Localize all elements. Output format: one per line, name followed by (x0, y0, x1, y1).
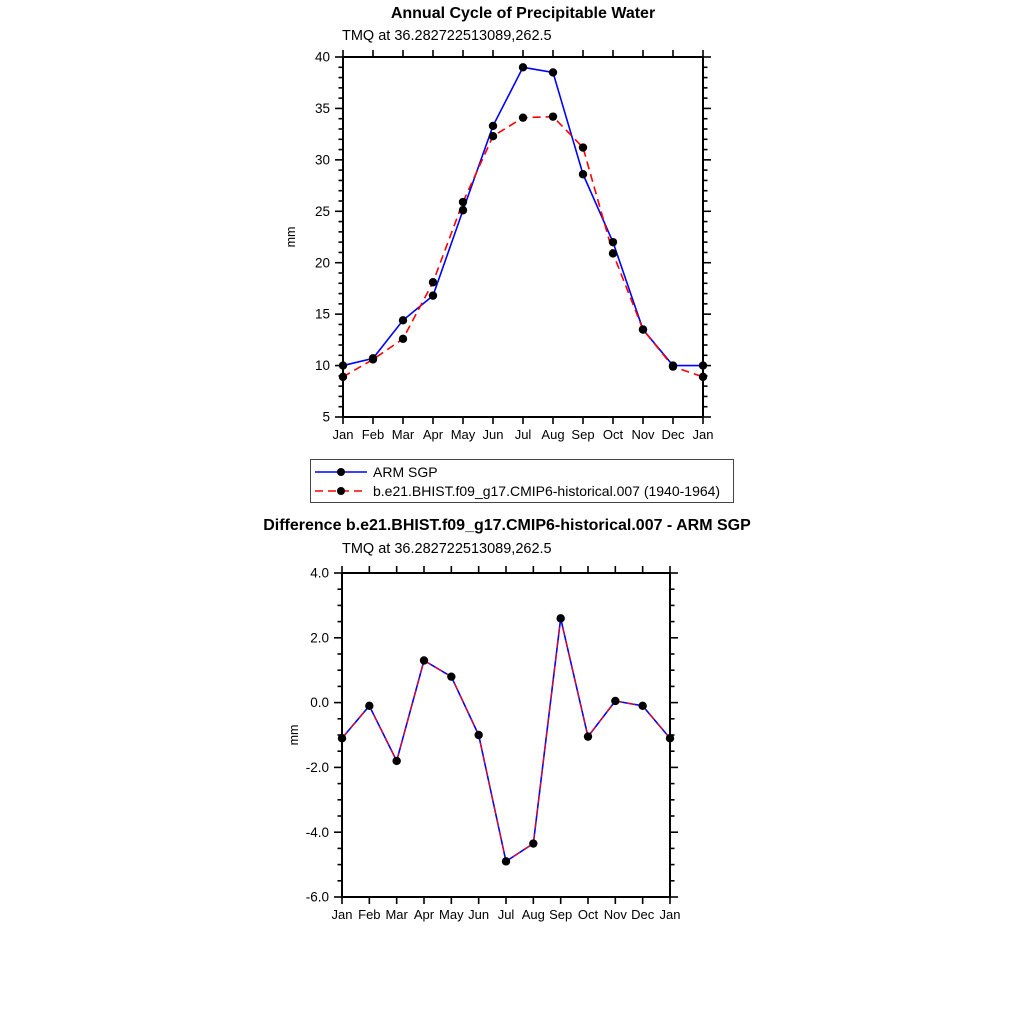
series-line (343, 117, 703, 377)
y-tick-label: -4.0 (305, 824, 329, 840)
data-point-marker (556, 614, 564, 622)
y-tick-label: 2.0 (310, 630, 329, 646)
chart2-group (306, 566, 681, 922)
data-point-marker (339, 373, 347, 381)
y-tick-label: 0.0 (310, 695, 329, 711)
data-point-marker (392, 757, 400, 765)
data-point-marker (459, 206, 467, 214)
red-dashed-line-marker-icon (314, 485, 370, 497)
data-point-marker (669, 362, 677, 370)
data-point-marker (489, 132, 497, 140)
data-point-marker (549, 112, 557, 120)
data-point-marker (579, 170, 587, 178)
y-tick-label: 30 (314, 152, 330, 168)
x-tick-label: Apr (422, 427, 444, 442)
x-tick-label: May (450, 427, 476, 442)
x-tick-label: Jan (331, 907, 353, 922)
chart1-legend (310, 459, 734, 503)
x-tick-label: Feb (361, 427, 385, 442)
x-tick-label: Aug (521, 907, 545, 922)
data-point-marker (502, 857, 510, 865)
x-tick-label: Oct (577, 907, 599, 922)
y-tick-label: -2.0 (305, 760, 329, 775)
plot-frame (342, 573, 670, 897)
data-point-marker (429, 291, 437, 299)
chart1-title: Annual Cycle of Precipitable Water (390, 5, 656, 22)
data-point-marker (474, 731, 482, 739)
y-tick-label: 35 (314, 101, 330, 117)
data-point-marker (489, 122, 497, 130)
data-point-marker (609, 249, 617, 257)
data-point-marker (529, 839, 537, 847)
x-tick-label: Jun (482, 427, 504, 442)
y-tick-label: 20 (314, 255, 330, 271)
data-point-marker (339, 361, 347, 369)
y-tick-label: 40 (314, 49, 330, 65)
y-tick-label: 5 (322, 409, 330, 425)
x-tick-label: Sep (571, 427, 595, 442)
chart1-subtitle: TMQ at 36.282722513089,262.5 (342, 28, 552, 44)
x-tick-label: Mar (385, 907, 408, 922)
x-tick-label: Nov (631, 427, 655, 442)
legend-entry-arm-sgp (314, 462, 731, 481)
chart2-y-axis-label: mm (287, 724, 301, 746)
data-point-marker (549, 68, 557, 76)
data-point-marker (584, 732, 592, 740)
y-tick-label: 4.0 (310, 565, 329, 581)
x-tick-label: Jul (497, 907, 515, 922)
plot-frame (343, 57, 703, 417)
chart2-title: Difference b.e21.BHIST.f09_g17.CMIP6-historical.007 - ARM SGP (263, 517, 751, 534)
x-tick-label: May (439, 907, 464, 922)
data-point-marker (611, 697, 619, 705)
data-point-marker (519, 113, 527, 121)
x-tick-label: Jan (332, 427, 354, 442)
series-line-overlay (342, 618, 670, 861)
y-tick-label: 10 (314, 358, 330, 374)
data-point-marker (338, 734, 346, 742)
blue-solid-line-marker-icon (314, 466, 370, 478)
data-point-marker (369, 355, 377, 363)
data-point-marker (699, 361, 707, 369)
x-tick-label: Mar (391, 427, 415, 442)
data-point-marker (429, 278, 437, 286)
chart1-group (315, 50, 714, 442)
data-point-marker (666, 734, 674, 742)
series-line (343, 67, 703, 365)
data-point-marker (399, 335, 407, 343)
x-tick-label: Jan (659, 907, 681, 922)
data-point-marker (638, 702, 646, 710)
x-tick-label: Jan (692, 427, 714, 442)
data-point-marker (699, 373, 707, 381)
data-point-marker (459, 198, 467, 206)
y-tick-label: -6.0 (305, 889, 329, 905)
data-point-marker (639, 325, 647, 333)
y-tick-label: 25 (314, 203, 330, 219)
data-point-marker (399, 316, 407, 324)
data-point-marker (609, 238, 617, 246)
legend-label-arm-sgp: ARM SGP (373, 463, 438, 480)
data-point-marker (447, 672, 455, 680)
series-line (342, 618, 670, 861)
chart2-subtitle: TMQ at 36.282722513089,262.5 (342, 541, 552, 557)
x-tick-label: Jun (468, 907, 490, 922)
x-tick-label: Dec (661, 427, 685, 442)
data-point-marker (365, 702, 373, 710)
data-point-marker (420, 656, 428, 664)
x-tick-label: Sep (549, 907, 573, 922)
x-tick-label: Oct (602, 427, 624, 442)
x-tick-label: Aug (541, 427, 565, 442)
x-tick-label: Feb (358, 907, 381, 922)
x-tick-label: Dec (631, 907, 655, 922)
x-tick-label: Apr (413, 907, 435, 922)
x-tick-label: Nov (603, 907, 627, 922)
legend-entry-model (314, 481, 731, 500)
chart1-y-axis-label: mm (284, 226, 298, 248)
data-point-marker (579, 143, 587, 151)
y-tick-label: 15 (314, 306, 330, 322)
data-point-marker (519, 63, 527, 71)
x-tick-label: Jul (514, 427, 532, 442)
legend-label-model: b.e21.BHIST.f09_g17.CMIP6-historical.007 (1940-1964) (373, 482, 721, 499)
